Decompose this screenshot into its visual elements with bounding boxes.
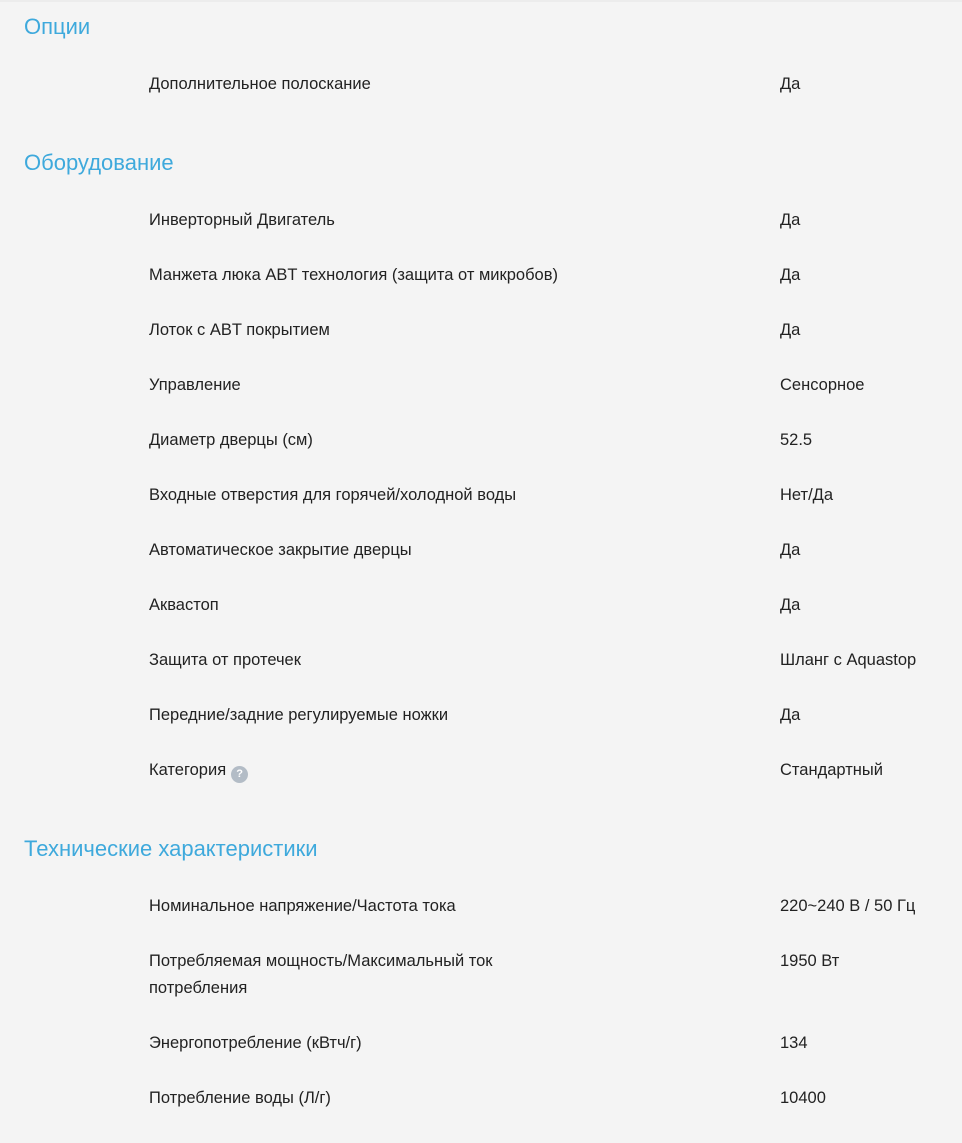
spec-label: Защита от протечек [149,651,301,669]
spec-label: Дополнительное полоскание [149,75,371,93]
spec-value: Да [780,596,801,614]
spec-value: 1950 Вт [780,952,840,970]
spec-value: Да [780,75,801,93]
spec-value: Да [780,541,801,559]
spec-label: Энергопотребление (кВтч/г) [149,1034,362,1052]
spec-label: Манжета люка ABT технология (защита от микробов) [149,266,558,284]
spec-value: 134 [780,1034,808,1052]
spec-label: Управление [149,376,241,394]
section-title-options: Опции [24,14,91,39]
top-divider [0,0,962,2]
spec-label: Потребляемая мощность/Максимальный ток потребления [149,952,493,997]
spec-value: Да [780,321,801,339]
question-circle-icon[interactable]: ? [231,766,248,783]
spec-label: Лоток с ABT покрытием [149,321,330,339]
spec-value: Да [780,211,801,229]
spec-label: Передние/задние регулируемые ножки [149,706,449,724]
spec-value: 10400 [780,1089,826,1107]
spec-label: Входные отверстия для горячей/холодной воды [149,486,517,504]
spec-label: Потребление воды (Л/г) [149,1089,331,1107]
spec-value: Шланг с Aquastop [780,651,917,669]
spec-label: Аквастоп [149,596,219,614]
spec-label: Диаметр дверцы (см) [149,431,313,449]
spec-label-container [149,757,569,784]
section-title-equipment: Оборудование [24,150,174,175]
spec-label: Инверторный Двигатель [149,211,335,229]
spec-value: Да [780,706,801,724]
spec-value: Сенсорное [780,376,865,394]
section-title-technical-specs: Технические характеристики [24,836,318,861]
spec-value: Стандартный [780,761,883,779]
spec-label: Автоматическое закрытие дверцы [149,541,412,559]
spec-value: 52.5 [780,431,813,449]
spec-value: 220~240 В / 50 Гц [780,897,916,915]
spec-label: Категория [149,761,227,779]
spec-label: Номинальное напряжение/Частота тока [149,897,456,915]
spec-value: Да [780,266,801,284]
spec-value: Нет/Да [780,486,834,504]
